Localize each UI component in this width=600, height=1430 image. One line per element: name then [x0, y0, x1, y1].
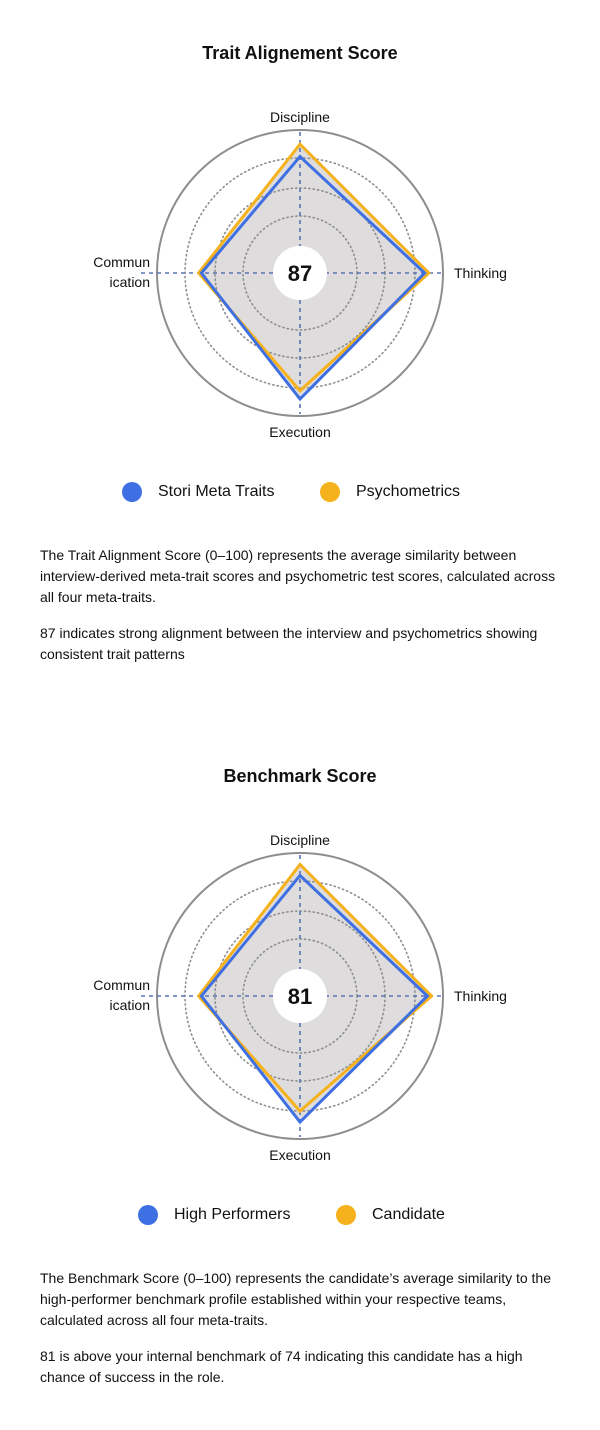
score-value: 81: [287, 984, 313, 1009]
chart-title: Benchmark Score: [223, 766, 377, 786]
legend-dot: [320, 482, 340, 502]
axis-label-communication: ication: [109, 997, 150, 1013]
legend: [0, 1205, 600, 1229]
legend-dot: [122, 482, 142, 502]
description-paragraph: 87 indicates strong alignment between the interview and psychometrics showing consistent trait patterns: [40, 625, 538, 662]
axis-label-communication: ication: [109, 274, 150, 290]
description: [40, 545, 570, 680]
radar-chart: [93, 823, 507, 1183]
axis-label-discipline: Discipline: [270, 832, 330, 848]
radar-chart: [93, 100, 507, 460]
axis-label-thinking: Thinking: [454, 265, 507, 281]
axis-label-communication: Commun: [93, 977, 150, 993]
description-paragraph: The Trait Alignment Score (0–100) represents the average similarity between interview-derived meta-trait scores and psychometric test scores, calculated across all four meta-traits.: [40, 547, 556, 605]
legend-dot: [138, 1205, 158, 1225]
legend-item: [138, 1205, 290, 1225]
chart-title: Trait Alignement Score: [202, 43, 398, 63]
description: [40, 1268, 570, 1403]
legend-label: Stori Meta Traits: [158, 483, 275, 500]
legend-label: Psychometrics: [356, 483, 461, 500]
axis-label-discipline: Discipline: [270, 109, 330, 125]
legend-label: High Performers: [174, 1206, 291, 1223]
legend-item: [336, 1205, 445, 1225]
score-value: 87: [287, 261, 313, 286]
description-paragraph: 81 is above your internal benchmark of 74 indicating this candidate has a high chance of success in the role.: [40, 1348, 523, 1385]
legend-label: Candidate: [372, 1206, 445, 1223]
legend-dot: [336, 1205, 356, 1225]
description-paragraph: The Benchmark Score (0–100) represents the candidate’s average similarity to the high-performer benchmark profile established within your respective teams, calculated across all four meta-traits.: [40, 1270, 552, 1328]
axis-label-communication: Commun: [93, 254, 150, 270]
axis-label-execution: Execution: [269, 1147, 331, 1163]
axis-label-execution: Execution: [269, 424, 331, 440]
legend-item: [122, 482, 274, 502]
axis-label-thinking: Thinking: [454, 988, 507, 1004]
legend: [0, 482, 600, 506]
legend-item: [320, 482, 460, 502]
